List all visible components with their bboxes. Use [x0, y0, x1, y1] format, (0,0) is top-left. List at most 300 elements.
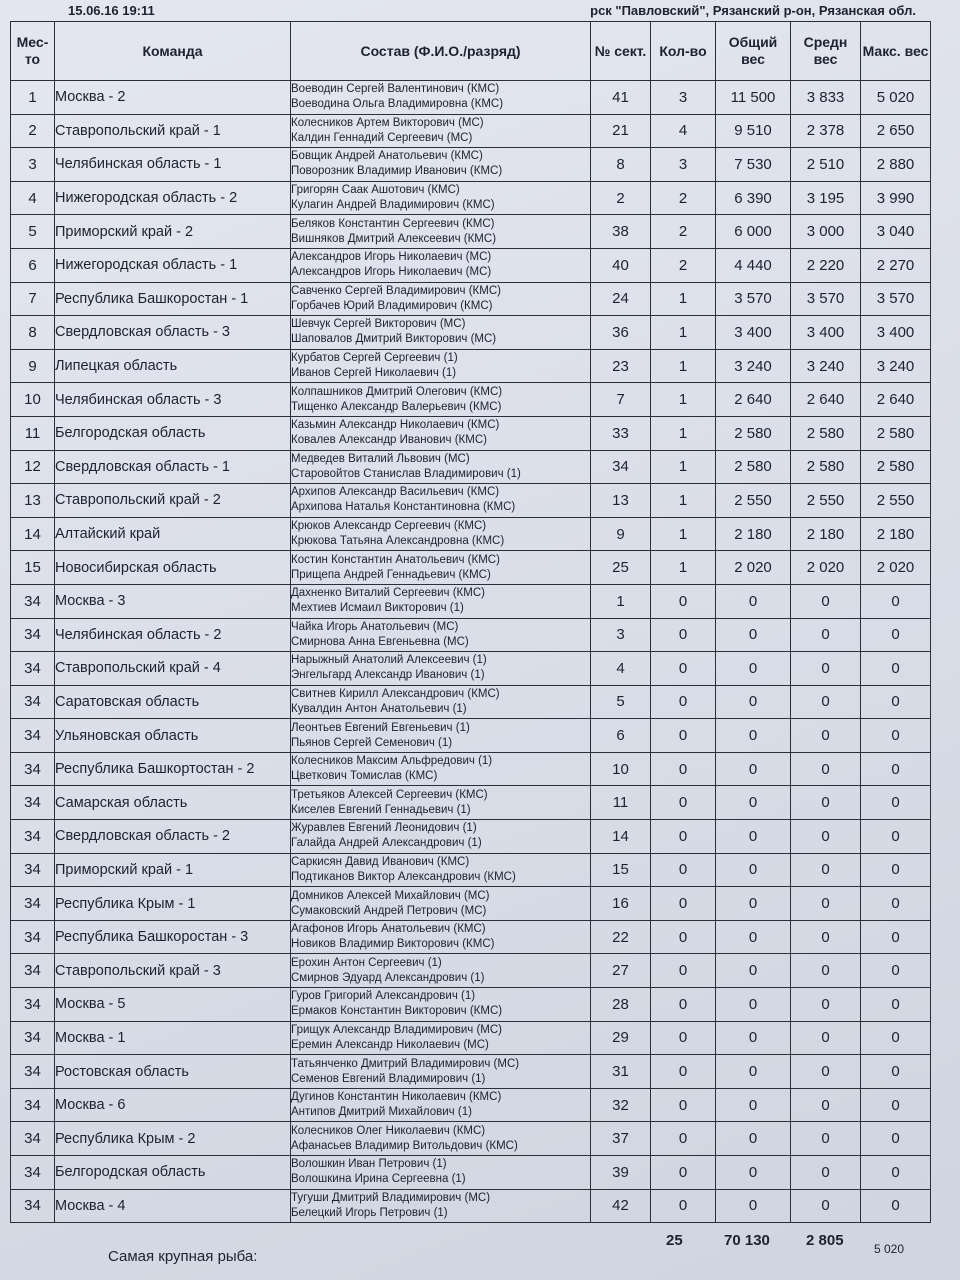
- cell-max: 2 550: [861, 484, 931, 518]
- cell-total: 0: [716, 1055, 791, 1089]
- col-sector: № сект.: [591, 22, 651, 81]
- cell-place: 8: [11, 316, 55, 350]
- cell-total: 0: [716, 685, 791, 719]
- member-name: Крюков Александр Сергеевич (КМС): [291, 520, 487, 533]
- venue-title: рск "Павловский", Рязанский р-он, Рязанская обл.: [590, 3, 916, 18]
- member-name: Смирнов Эдуард Александрович (1): [291, 971, 485, 984]
- cell-place: 34: [11, 1189, 55, 1223]
- member-name: Дугинов Константин Николаевич (КМС): [291, 1091, 502, 1104]
- col-avg: Средн вес: [791, 22, 861, 81]
- cell-count: 0: [651, 853, 716, 887]
- member-name: Поворозник Владимир Иванович (КМС): [291, 165, 503, 178]
- member-name: Костин Константин Анатольевич (КМС): [291, 553, 500, 566]
- cell-team: Республика Башкоростан - 3: [55, 920, 291, 954]
- cell-max: 2 180: [861, 517, 931, 551]
- cell-avg: 0: [791, 1122, 861, 1156]
- member-name: Медведев Виталий Львович (МС): [291, 452, 470, 465]
- page-header: [0, 0, 960, 20]
- cell-place: 1: [11, 81, 55, 115]
- cell-place: 14: [11, 517, 55, 551]
- cell-total: 2 550: [716, 484, 791, 518]
- member-name: Тугуши Дмитрий Владимирович (МС): [291, 1191, 491, 1204]
- cell-sector: 40: [591, 248, 651, 282]
- cell-max: 3 570: [861, 282, 931, 316]
- cell-place: 34: [11, 1122, 55, 1156]
- cell-members: [291, 282, 591, 316]
- cell-sector: 14: [591, 820, 651, 854]
- biggest-fish-label: Самая крупная рыба:: [108, 1248, 258, 1265]
- cell-count: 2: [651, 181, 716, 215]
- member-name: Свитнев Кирилл Александрович (КМС): [291, 687, 500, 700]
- cell-members: [291, 1156, 591, 1190]
- cell-total: 0: [716, 752, 791, 786]
- cell-team: Республика Башкортостан - 2: [55, 752, 291, 786]
- cell-sector: 28: [591, 988, 651, 1022]
- cell-team: Нижегородская область - 1: [55, 248, 291, 282]
- table-row: [11, 484, 931, 518]
- cell-members: [291, 954, 591, 988]
- header-row: [11, 22, 931, 81]
- cell-count: 0: [651, 652, 716, 686]
- cell-members: [291, 1088, 591, 1122]
- cell-place: 10: [11, 383, 55, 417]
- cell-sector: 41: [591, 81, 651, 115]
- cell-members: [291, 887, 591, 921]
- table-row: [11, 450, 931, 484]
- cell-sector: 29: [591, 1021, 651, 1055]
- cell-max: 0: [861, 1055, 931, 1089]
- cell-total: 0: [716, 1156, 791, 1190]
- cell-max: 0: [861, 618, 931, 652]
- cell-sector: 7: [591, 383, 651, 417]
- cell-count: 1: [651, 416, 716, 450]
- member-name: Волошкина Ирина Сергеевна (1): [291, 1173, 466, 1186]
- member-name: Подтиканов Виктор Александрович (КМС): [291, 870, 516, 883]
- cell-place: 34: [11, 954, 55, 988]
- cell-count: 1: [651, 316, 716, 350]
- member-name: Ерохин Антон Сергеевич (1): [291, 956, 442, 969]
- cell-members: [291, 114, 591, 148]
- cell-total: 9 510: [716, 114, 791, 148]
- member-name: Горбачев Юрий Владимирович (КМС): [291, 299, 493, 312]
- cell-total: 2 640: [716, 383, 791, 417]
- cell-avg: 3 833: [791, 81, 861, 115]
- cell-count: 4: [651, 114, 716, 148]
- cell-team: Республика Крым - 1: [55, 887, 291, 921]
- col-count: Кол-во: [651, 22, 716, 81]
- cell-total: 3 400: [716, 316, 791, 350]
- table-row: [11, 215, 931, 249]
- cell-avg: 0: [791, 652, 861, 686]
- cell-team: Саратовская область: [55, 685, 291, 719]
- cell-count: 0: [651, 988, 716, 1022]
- cell-total: 2 180: [716, 517, 791, 551]
- cell-avg: 0: [791, 584, 861, 618]
- cell-total: 6 000: [716, 215, 791, 249]
- member-name: Антипов Дмитрий Михайлович (1): [291, 1106, 472, 1119]
- member-name: Тищенко Александр Валерьевич (КМС): [291, 400, 502, 413]
- total-weight: 70 130: [724, 1232, 770, 1249]
- table-row: [11, 1156, 931, 1190]
- cell-max: 3 400: [861, 316, 931, 350]
- cell-avg: 0: [791, 853, 861, 887]
- cell-members: [291, 1021, 591, 1055]
- cell-place: 34: [11, 820, 55, 854]
- cell-place: 34: [11, 685, 55, 719]
- cell-team: Липецкая область: [55, 349, 291, 383]
- cell-avg: 2 580: [791, 450, 861, 484]
- cell-team: Москва - 6: [55, 1088, 291, 1122]
- cell-avg: 0: [791, 954, 861, 988]
- member-name: Григорян Саак Ашотович (КМС): [291, 184, 460, 197]
- cell-total: 0: [716, 1122, 791, 1156]
- cell-count: 0: [651, 1122, 716, 1156]
- cell-members: [291, 719, 591, 753]
- member-name: Пьянов Сергей Семенович (1): [291, 736, 453, 749]
- table-row: [11, 853, 931, 887]
- cell-team: Новосибирская область: [55, 551, 291, 585]
- col-team: Команда: [55, 22, 291, 81]
- cell-avg: 2 378: [791, 114, 861, 148]
- cell-count: 1: [651, 349, 716, 383]
- cell-members: [291, 181, 591, 215]
- cell-team: Республика Башкоростан - 1: [55, 282, 291, 316]
- member-name: Курбатов Сергей Сергеевич (1): [291, 352, 458, 365]
- member-name: Кувалдин Антон Анатольевич (1): [291, 702, 467, 715]
- member-name: Чайка Игорь Анатольевич (МС): [291, 620, 459, 633]
- cell-members: [291, 1122, 591, 1156]
- cell-sector: 25: [591, 551, 651, 585]
- cell-place: 12: [11, 450, 55, 484]
- cell-max: 3 240: [861, 349, 931, 383]
- cell-max: 0: [861, 685, 931, 719]
- member-name: Новиков Владимир Викторович (КМС): [291, 938, 495, 951]
- member-name: Колесников Артем Викторович (МС): [291, 116, 484, 129]
- cell-place: 15: [11, 551, 55, 585]
- cell-avg: 0: [791, 1189, 861, 1223]
- cell-total: 0: [716, 719, 791, 753]
- cell-max: 0: [861, 1156, 931, 1190]
- cell-place: 34: [11, 887, 55, 921]
- table-row: [11, 719, 931, 753]
- cell-count: 0: [651, 618, 716, 652]
- cell-members: [291, 786, 591, 820]
- cell-max: 0: [861, 1122, 931, 1156]
- table-row: [11, 282, 931, 316]
- cell-sector: 11: [591, 786, 651, 820]
- cell-place: 34: [11, 1021, 55, 1055]
- cell-max: 2 270: [861, 248, 931, 282]
- cell-total: 3 570: [716, 282, 791, 316]
- cell-avg: 3 195: [791, 181, 861, 215]
- member-name: Александров Игорь Николаевич (МС): [291, 266, 492, 279]
- cell-max: 0: [861, 1021, 931, 1055]
- table-row: [11, 316, 931, 350]
- cell-total: 0: [716, 618, 791, 652]
- cell-members: [291, 618, 591, 652]
- cell-sector: 15: [591, 853, 651, 887]
- cell-members: [291, 248, 591, 282]
- cell-avg: 2 640: [791, 383, 861, 417]
- cell-members: [291, 584, 591, 618]
- cell-team: Ростовская область: [55, 1055, 291, 1089]
- table-row: [11, 1122, 931, 1156]
- cell-total: 11 500: [716, 81, 791, 115]
- cell-team: Москва - 5: [55, 988, 291, 1022]
- cell-team: Челябинская область - 3: [55, 383, 291, 417]
- member-name: Воеводина Ольга Владимировна (КМС): [291, 98, 504, 111]
- cell-count: 1: [651, 450, 716, 484]
- table-row: [11, 416, 931, 450]
- table-row: [11, 1055, 931, 1089]
- cell-count: 0: [651, 954, 716, 988]
- cell-count: 0: [651, 920, 716, 954]
- cell-avg: 0: [791, 786, 861, 820]
- cell-total: 0: [716, 887, 791, 921]
- cell-members: [291, 148, 591, 182]
- cell-max: 0: [861, 652, 931, 686]
- cell-team: Приморский край - 1: [55, 853, 291, 887]
- table-row: [11, 1021, 931, 1055]
- cell-avg: 2 220: [791, 248, 861, 282]
- cell-total: 0: [716, 920, 791, 954]
- member-name: Энгельгард Александр Иванович (1): [291, 669, 485, 682]
- cell-max: 0: [861, 853, 931, 887]
- cell-total: 7 530: [716, 148, 791, 182]
- cell-max: 0: [861, 719, 931, 753]
- cell-total: 0: [716, 1021, 791, 1055]
- cell-members: [291, 685, 591, 719]
- cell-team: Приморский край - 2: [55, 215, 291, 249]
- cell-avg: 2 180: [791, 517, 861, 551]
- cell-max: 2 580: [861, 450, 931, 484]
- cell-total: 0: [716, 1088, 791, 1122]
- cell-sector: 36: [591, 316, 651, 350]
- cell-avg: 2 020: [791, 551, 861, 585]
- member-name: Смирнова Анна Евгеньевна (МС): [291, 635, 469, 648]
- cell-avg: 0: [791, 887, 861, 921]
- member-name: Колесников Максим Альфредович (1): [291, 755, 493, 768]
- cell-members: [291, 652, 591, 686]
- member-name: Крюкова Татьяна Александровна (КМС): [291, 535, 505, 548]
- cell-place: 34: [11, 920, 55, 954]
- cell-members: [291, 1189, 591, 1223]
- cell-count: 0: [651, 786, 716, 820]
- cell-sector: 4: [591, 652, 651, 686]
- cell-sector: 9: [591, 517, 651, 551]
- cell-team: Нижегородская область - 2: [55, 181, 291, 215]
- member-name: Калдин Геннадий Сергеевич (МС): [291, 131, 473, 144]
- cell-count: 1: [651, 383, 716, 417]
- cell-members: [291, 484, 591, 518]
- cell-count: 0: [651, 1189, 716, 1223]
- member-name: Архипова Наталья Константиновна (КМС): [291, 501, 516, 514]
- cell-sector: 27: [591, 954, 651, 988]
- cell-avg: 0: [791, 1055, 861, 1089]
- member-name: Казьмин Александр Николаевич (КМС): [291, 419, 500, 432]
- cell-avg: 0: [791, 685, 861, 719]
- member-name: Прищепа Андрей Геннадьевич (КМС): [291, 568, 491, 581]
- total-avg: 2 805: [806, 1232, 844, 1249]
- cell-team: Ульяновская область: [55, 719, 291, 753]
- member-name: Савченко Сергей Владимирович (КМС): [291, 284, 501, 297]
- cell-sector: 13: [591, 484, 651, 518]
- cell-count: 3: [651, 148, 716, 182]
- results-table: [10, 21, 931, 1223]
- col-max: Макс. вес: [861, 22, 931, 81]
- cell-avg: 0: [791, 752, 861, 786]
- cell-place: 6: [11, 248, 55, 282]
- table-row: [11, 685, 931, 719]
- cell-max: 2 880: [861, 148, 931, 182]
- cell-sector: 3: [591, 618, 651, 652]
- cell-members: [291, 853, 591, 887]
- cell-team: Челябинская область - 2: [55, 618, 291, 652]
- cell-team: Москва - 4: [55, 1189, 291, 1223]
- member-name: Архипов Александр Васильевич (КМС): [291, 486, 500, 499]
- member-name: Семенов Евгений Владимирович (1): [291, 1072, 486, 1085]
- cell-team: Москва - 1: [55, 1021, 291, 1055]
- member-name: Галайда Андрей Александрович (1): [291, 837, 482, 850]
- cell-members: [291, 820, 591, 854]
- member-name: Сумаковский Андрей Петрович (МС): [291, 904, 487, 917]
- table-row: [11, 652, 931, 686]
- cell-count: 0: [651, 1055, 716, 1089]
- cell-sector: 24: [591, 282, 651, 316]
- col-place: Мес-то: [11, 22, 55, 81]
- cell-members: [291, 551, 591, 585]
- cell-max: 5 020: [861, 81, 931, 115]
- cell-max: 2 580: [861, 416, 931, 450]
- cell-sector: 38: [591, 215, 651, 249]
- table-row: [11, 920, 931, 954]
- member-name: Леонтьев Евгений Евгеньевич (1): [291, 721, 470, 734]
- cell-members: [291, 752, 591, 786]
- cell-sector: 2: [591, 181, 651, 215]
- cell-avg: 2 550: [791, 484, 861, 518]
- cell-total: 0: [716, 1189, 791, 1223]
- cell-avg: 0: [791, 1021, 861, 1055]
- cell-max: 0: [861, 1189, 931, 1223]
- cell-max: 0: [861, 1088, 931, 1122]
- cell-count: 1: [651, 517, 716, 551]
- cell-place: 9: [11, 349, 55, 383]
- cell-members: [291, 988, 591, 1022]
- member-name: Вишняков Дмитрий Алексеевич (КМС): [291, 232, 497, 245]
- cell-team: Свердловская область - 1: [55, 450, 291, 484]
- cell-total: 0: [716, 652, 791, 686]
- col-members: Состав (Ф.И.О./разряд): [291, 22, 591, 81]
- member-name: Третьяков Алексей Сергеевич (КМС): [291, 788, 488, 801]
- cell-max: 0: [861, 988, 931, 1022]
- table-row: [11, 349, 931, 383]
- table-row: [11, 786, 931, 820]
- cell-place: 11: [11, 416, 55, 450]
- cell-avg: 3 570: [791, 282, 861, 316]
- cell-avg: 3 240: [791, 349, 861, 383]
- cell-team: Свердловская область - 3: [55, 316, 291, 350]
- cell-total: 0: [716, 584, 791, 618]
- table-row: [11, 618, 931, 652]
- cell-place: 34: [11, 584, 55, 618]
- cell-sector: 34: [591, 450, 651, 484]
- member-name: Агафонов Игорь Анатольевич (КМС): [291, 923, 486, 936]
- member-name: Афанасьев Владимир Витольдович (КМС): [291, 1139, 518, 1152]
- table-row: [11, 517, 931, 551]
- cell-total: 0: [716, 786, 791, 820]
- table-row: [11, 383, 931, 417]
- member-name: Ермаков Константин Викторович (КМС): [291, 1005, 503, 1018]
- cell-sector: 31: [591, 1055, 651, 1089]
- cell-total: 0: [716, 954, 791, 988]
- member-name: Воеводин Сергей Валентинович (КМС): [291, 83, 500, 96]
- member-name: Шаповалов Дмитрий Викторович (МС): [291, 333, 497, 346]
- cell-count: 1: [651, 551, 716, 585]
- table-row: [11, 752, 931, 786]
- cell-place: 34: [11, 786, 55, 820]
- cell-count: 1: [651, 282, 716, 316]
- cell-max: 0: [861, 786, 931, 820]
- cell-max: 3 990: [861, 181, 931, 215]
- cell-team: Ставропольский край - 2: [55, 484, 291, 518]
- table-row: [11, 81, 931, 115]
- member-name: Волошкин Иван Петрович (1): [291, 1158, 447, 1171]
- cell-place: 4: [11, 181, 55, 215]
- table-row: [11, 954, 931, 988]
- cell-team: Самарская область: [55, 786, 291, 820]
- member-name: Киселев Евгений Геннадьевич (1): [291, 803, 471, 816]
- cell-members: [291, 1055, 591, 1089]
- cell-sector: 21: [591, 114, 651, 148]
- print-date: 15.06.16 19:11: [68, 3, 155, 18]
- cell-avg: 0: [791, 618, 861, 652]
- member-name: Ковалев Александр Иванович (КМС): [291, 434, 487, 447]
- cell-avg: 3 400: [791, 316, 861, 350]
- cell-members: [291, 450, 591, 484]
- cell-sector: 33: [591, 416, 651, 450]
- table-row: [11, 1189, 931, 1223]
- member-name: Старовойтов Станислав Владимирович (1): [291, 467, 521, 480]
- cell-place: 34: [11, 618, 55, 652]
- cell-members: [291, 215, 591, 249]
- cell-total: 0: [716, 853, 791, 887]
- col-total: Общий вес: [716, 22, 791, 81]
- table-row: [11, 988, 931, 1022]
- member-name: Иванов Сергей Николаевич (1): [291, 367, 457, 380]
- cell-place: 34: [11, 988, 55, 1022]
- member-name: Нарыжный Анатолий Алексеевич (1): [291, 654, 487, 667]
- cell-members: [291, 920, 591, 954]
- cell-max: 2 640: [861, 383, 931, 417]
- cell-sector: 37: [591, 1122, 651, 1156]
- member-name: Домников Алексей Михайлович (МС): [291, 889, 490, 902]
- cell-team: Республика Крым - 2: [55, 1122, 291, 1156]
- cell-max: 0: [861, 584, 931, 618]
- cell-members: [291, 81, 591, 115]
- member-name: Шевчук Сергей Викторович (МС): [291, 318, 466, 331]
- cell-total: 3 240: [716, 349, 791, 383]
- cell-avg: 0: [791, 719, 861, 753]
- cell-count: 0: [651, 752, 716, 786]
- member-name: Еремин Александр Николаевич (МС): [291, 1038, 489, 1051]
- cell-team: Ставропольский край - 3: [55, 954, 291, 988]
- table-row: [11, 181, 931, 215]
- cell-sector: 6: [591, 719, 651, 753]
- cell-max: 2 650: [861, 114, 931, 148]
- cell-sector: 23: [591, 349, 651, 383]
- cell-team: Ставропольский край - 4: [55, 652, 291, 686]
- cell-count: 2: [651, 248, 716, 282]
